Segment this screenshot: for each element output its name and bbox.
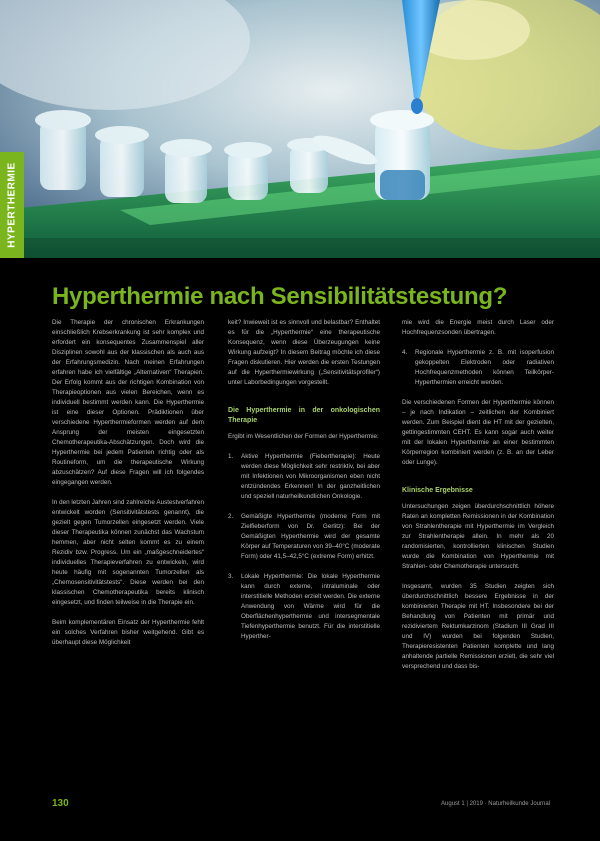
list-number: 3.: [228, 573, 234, 580]
paragraph: Die verschiedenen Formen der Hyperthermie können – je nach Indikation – zeitlichen der Kombiniert werden. Zum Beispiel dient die HT mit der gezielten, gettingestimmten CEHT. Es kann sogar auch weiter mit der lokalen Hyperthermie an einer bestimmten Körperregion kombiniert werden (z. B. an der Leber oder Lunge).: [402, 399, 554, 466]
paragraph: Ergibt im Wesentlichen der Formen der Hyperthermie:: [228, 433, 379, 440]
list-item-text: Aktive Hyperthermie (Fiebertherapie): Heute werden diese Möglichkeit sehr restriktiv, bei aber mit Infektionen von Mikroorganismen eben nicht entzündendes Erkennen! In der ganzheitlichen und speziell naturheilkundlichen Onkologie.: [241, 453, 380, 500]
paragraph: Untersuchungen zeigen überdurchschnittlich höhere Raten an kompletten Remissionen in der Kombination von Strahlentherapie mit Hyperthermie im Vergleich zur Strahlentherapie allein. In mehr als 20 randomisierten, kontrollierten klinischen Studien wurde die Kombination von Hyperthermie mit Strahlen- oder Chemotherapie untersucht.: [402, 503, 554, 570]
section-label: HYPERTHERMIE: [6, 162, 18, 248]
list-number: 4.: [402, 349, 408, 356]
paragraph: In den letzten Jahren sind zahlreiche Austestverfahren entwickelt worden (Sensitivitätstests genannt), die gezielt gegen Tumorzellen eingesetzt werden. Viele dieser Therapeutika können zunächst das Wachstum hemmen, aber nicht selten kommt es zu einem Rezidiv bzw. Progress. Um ein „maßgeschneidertes“ individuelles Therapieverfahren zu entwickeln, wird heute häufig mit sogenannten Tumorzellen als „Chemosensitivitätstests“. Diese werden bei den klassischen Chemotherapeutika bereits klinisch eingesetzt, und finden teilweise in die Therapie ein.: [52, 499, 204, 606]
subheading: Klinische Ergebnisse: [402, 487, 473, 494]
list-number: 2.: [228, 513, 234, 520]
numbered-list: [228, 452, 380, 642]
text-column-2: [228, 318, 380, 652]
paragraph: Die Therapie der chronischen Erkrankungen einschließlich Krebserkrankung ist sehr komplex und erfordert ein konsequentes Zusammenspiel aller Disziplinen sowohl aus der klassischen als auch aus der Erfahrungsmedizin. Nach meinen Erfahrungen erfahren habe ich vielfältige „Alternativen“ Therapien. Der Erfolg kommt aus der richtigen Kombination von Therapieoptionen aus vielen Bereichen, wenn es individuell bestimmt werden kann. Die Hyperthermie ist eine dieser Optionen. Prädiktionen über verschiedene Hyperthermieformen werden auf dem Ansprung der meisten eingesetzten Chemotherapeutika-Abschätzungen. Doch wird die Hyperthermie bei jedem Patienten richtig oder als Routineform, um die therapeutische Wirkung abzuschätzen? Auf diese Fragen will ich folgendes eingegangen werden.: [52, 319, 204, 486]
text-column-1: [52, 318, 204, 658]
list-item: [228, 452, 380, 502]
paragraph: Beim komplementären Einsatz der Hyperthermie fehlt ein solches Verfahren bisher weitgehend. Gibt es überhaupt diese Möglichkeit: [52, 619, 204, 646]
list-item-text: Regionale Hyperthermie z. B. mit isoperfusion gekoppelten Elektroden oder radiativen Hochfrequenzmethoden können Teilkörper-Hyperthermien erreicht werden.: [415, 349, 554, 386]
hero-photo: [0, 0, 600, 258]
footer-issue: August 1 | 2019 · Naturheilkunde Journal: [441, 801, 550, 807]
list-number: 1.: [228, 453, 234, 460]
list-item: [228, 512, 380, 562]
subheading: Die Hyperthermie in der onkologischen Therapie: [228, 407, 380, 424]
list-item-text: Lokale Hyperthermie: Die lokale Hyperthermie kann durch externe, intraluminale oder interstitielle Methoden erzielt werden. Die externe Anwendung von Wärme wird für die Oberflächenhyperthermie und intersegmentale Tiefenhyperthermie benutzt. Für die interstitielle Hyperther-: [241, 573, 380, 640]
paragraph: keit? Inwieweit ist es sinnvoll und belastbar? Enthaltet es für die „Hyperthermie“ eine therapeutische Konsequenz, wenn diese Überzeugungen keine Wirkung aufzeigt? In diesem Beitrag möchte ich diese Fragen diskutieren. Hier werden die ersten Testungen auf die Hyperthermiewirkung („Sensitivitätsprofiler“) unter Laborbedingungen vorgestellt.: [228, 319, 380, 386]
lab-test-tubes-illustration: [0, 0, 600, 258]
list-item: [402, 348, 554, 388]
list-item-text: Gemäßigte Hyperthermie (moderne Form mit Zielfieberform von Dr. Gerlitz): Bei der Gemäßigten Hyperthermie wird der gesamte Körper auf Temperaturen von 39–40°C (moderate Form) oder 41,5–42,5°C (extreme Form) erhitzt.: [241, 513, 380, 560]
numbered-list: [402, 348, 554, 388]
paragraph: Insgesamt, wurden 35 Studien zeigten sich überdurchschnittlich bessere Ergebnisse in der kombinierten Therapie mit HT. Insbesondere bei der Behandlung von Patienten mit primär und rezidiviertem Rektumkarzinom (Stadium III Grad III und IV) wurden bei folgenden Studien, Therapieresistenten Patienten komplette und lang anhaltende partielle Remissionen erzielt, die sehr viel versprechend und dass bis-: [402, 583, 554, 670]
text-column-3: [402, 318, 554, 682]
page-number: 130: [52, 798, 69, 809]
section-tab: [0, 152, 24, 258]
paragraph: mie wird die Energie meist durch Laser oder Hochfrequenzsonden übertragen.: [402, 319, 554, 336]
list-item: [228, 572, 380, 642]
article-headline: Hyperthermie nach Sensibilitätstestung?: [52, 283, 508, 310]
